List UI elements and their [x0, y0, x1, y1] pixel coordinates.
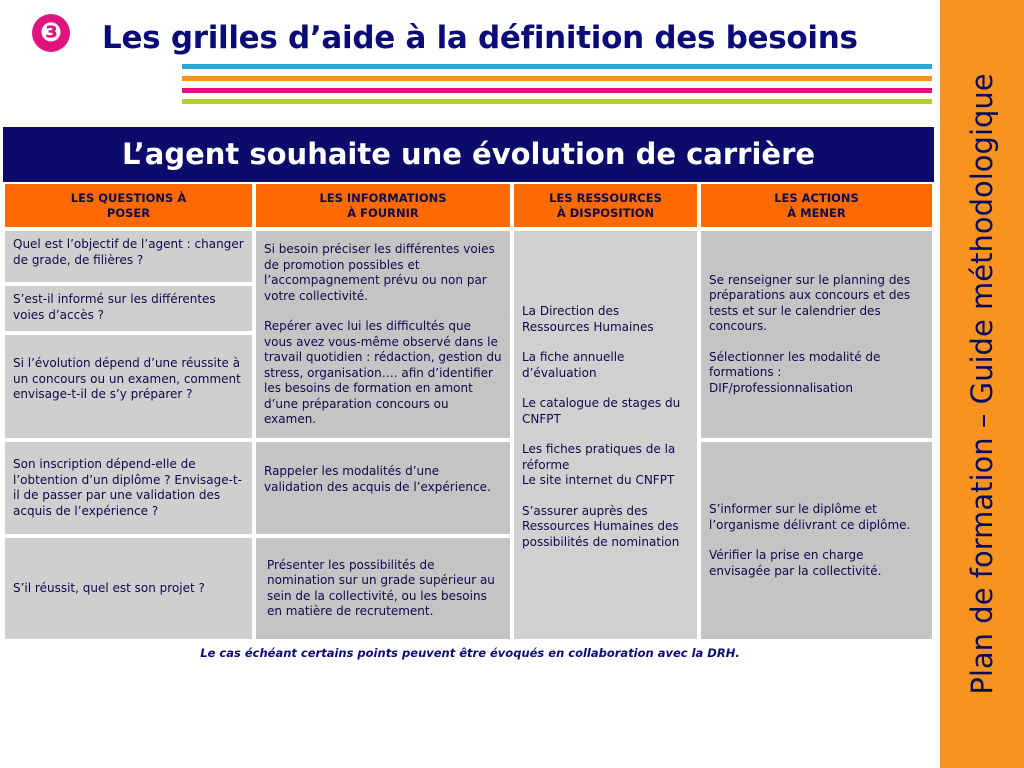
- question-cell: [5, 335, 252, 438]
- step-number-badge: ❸: [32, 14, 70, 52]
- resource-item: Le catalogue de stages du CNFPT: [522, 396, 681, 426]
- column-header-informations: [256, 184, 510, 227]
- question-text: Quel est l’objectif de l’agent : changer de grade, de filières ?: [13, 237, 244, 267]
- column-header-line: POSER: [106, 205, 151, 220]
- action-text: Sélectionner les modalité de formations : DIF/professionnalisation: [709, 349, 881, 395]
- column-header-actions: [701, 184, 932, 227]
- resource-item: Les fiches pratiques de la réforme: [522, 442, 676, 472]
- question-cell: [5, 286, 252, 331]
- action-text: S’informer sur le diplôme et l’organisme délivrant ce diplôme.: [709, 502, 911, 532]
- resource-item: S’assurer auprès des Ressources Humaines des possibilités de nomination: [522, 503, 680, 549]
- information-cell: [256, 231, 510, 438]
- side-title: Plan de formation – Guide méthodologique: [965, 73, 999, 695]
- resource-item: La fiche annuelle d’évaluation: [522, 350, 625, 380]
- column-header-line: À MENER: [787, 205, 846, 220]
- resource-item: Le site internet du CNFPT: [522, 473, 675, 487]
- question-cell: [5, 442, 252, 534]
- information-cell: [256, 538, 510, 639]
- question-text: S’est-il informé sur les différentes voies d’accès ?: [13, 292, 216, 322]
- column-header-line: À DISPOSITION: [556, 205, 655, 220]
- information-text: Présenter les possibilités de nomination sur un grade supérieur au sein de la collectivité, ou les besoins en matière de recrutement.: [267, 557, 495, 618]
- action-cell: [701, 231, 932, 438]
- needs-grid-table: [3, 127, 934, 642]
- information-text: Repérer avec lui les difficultés que vous avez vous-même observé dans le travail quotidien : rédaction, gestion du stress, organisation…. afin d’identifier les besoins de formation en amont d’une préparation concours ou examen.: [264, 319, 502, 426]
- action-text: Vérifier la prise en charge envisagée par la collectivité.: [709, 548, 882, 578]
- question-text: S’il réussit, quel est son projet ?: [13, 580, 205, 595]
- information-cell: [256, 442, 510, 534]
- information-text: Si besoin préciser les différentes voies de promotion possibles et l’accompagnement prévu ou non par votre collectivité.: [264, 242, 495, 303]
- decorative-stripe-pink: [182, 88, 932, 93]
- footnote: Le cas échéant certains points peuvent être évoqués en collaboration avec la DRH.: [200, 646, 740, 660]
- decorative-stripe-orange: [182, 76, 932, 81]
- column-header-line: À FOURNIR: [347, 205, 419, 220]
- question-cell: [5, 538, 252, 639]
- resource-item: La Direction des Ressources Humaines: [522, 304, 654, 334]
- column-header-line: LES ACTIONS: [774, 190, 859, 205]
- decorative-stripe-green: [182, 99, 932, 104]
- question-text: Son inscription dépend-elle de l’obtention d’un diplôme ? Envisage-t-il de passer par une validation des acquis de l’expérience ?: [13, 457, 242, 518]
- column-header-questions: [5, 184, 252, 227]
- decorative-stripe-blue: [182, 64, 932, 69]
- column-header-ressources: [514, 184, 697, 227]
- page-title: Les grilles d’aide à la définition des besoins: [102, 20, 858, 56]
- column-header-line: LES INFORMATIONS: [319, 190, 447, 205]
- information-text: Rappeler les modalités d’une validation des acquis de l’expérience.: [264, 464, 491, 494]
- question-text: Si l’évolution dépend d’une réussite à un concours ou un examen, comment envisage-t-il de s’y préparer ?: [13, 356, 241, 401]
- resources-cell: [514, 231, 697, 639]
- action-cell: [701, 442, 932, 639]
- column-header-line: LES QUESTIONS À: [70, 190, 187, 205]
- column-header-line: LES RESSOURCES: [549, 190, 662, 205]
- table-banner: L’agent souhaite une évolution de carrière: [3, 127, 934, 182]
- question-cell: [5, 231, 252, 282]
- action-text: Se renseigner sur le planning des préparations aux concours et des tests et sur le calendrier des concours.: [709, 272, 911, 334]
